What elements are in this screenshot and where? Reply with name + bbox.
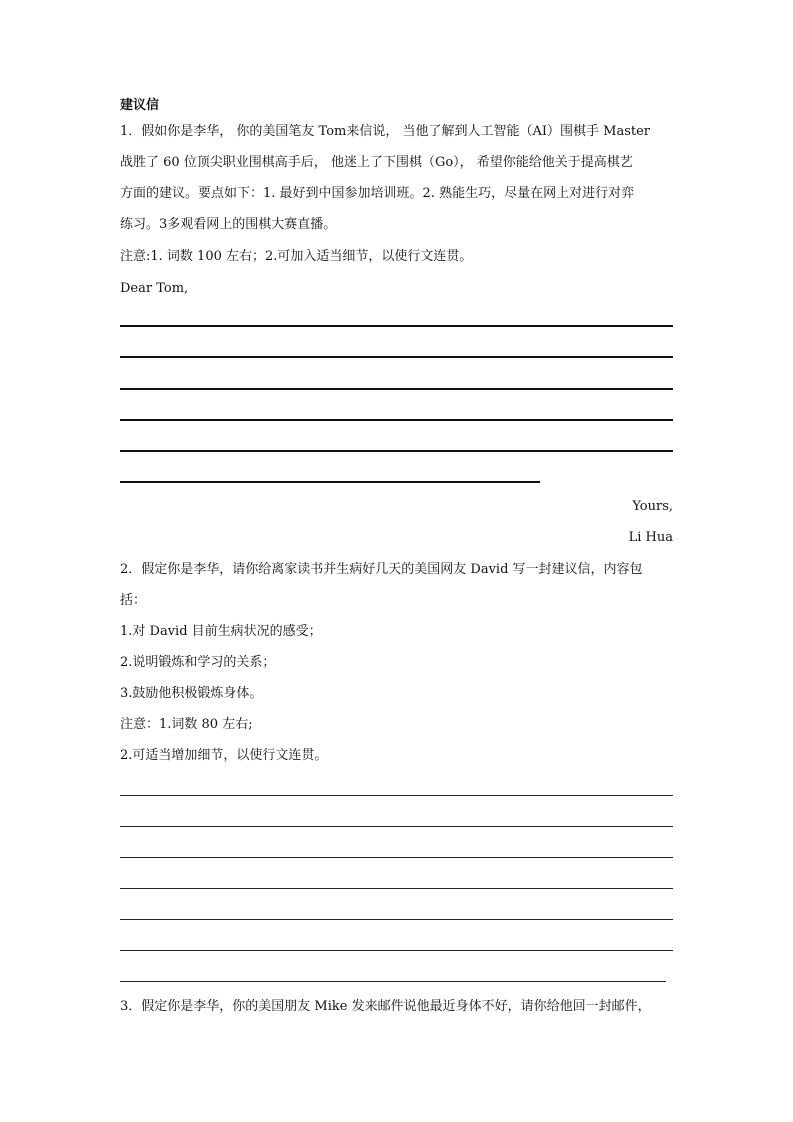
q1-note: 注意:1. 词数 100 左右；2.可加入适当细节，以使行文连贯。 (120, 249, 473, 264)
answer-line (120, 919, 673, 920)
q2-point-2: 2.说明锻炼和学习的关系； (120, 655, 276, 670)
section-heading: 建议信 (120, 98, 160, 113)
answer-line (120, 888, 673, 889)
answer-line (120, 325, 673, 327)
answer-line (120, 795, 673, 796)
q2-point-1: 1.对 David 目前生病状况的感受； (120, 624, 322, 639)
q2-line-1: 2．假定你是李华，请你给离家读书并生病好几天的美国网友 David 写一封建议信，内容包 (120, 562, 643, 577)
answer-line (120, 981, 666, 982)
q2-line-2: 括： (120, 593, 147, 608)
answer-line (120, 481, 540, 483)
q3-line-1: 3．假定你是李华，你的美国朋友 Mike 发来邮件说他最近身体不好，请你给他回一封邮件， (120, 999, 651, 1014)
q1-line-1: 1．假如你是李华， 你的美国笔友 Tom来信说， 当他了解到人工智能（AI）围棋手 Master (120, 124, 651, 139)
q1-line-2: 战胜了 60 位顶尖职业围棋高手后， 他迷上了下围棋（Go）， 希望你能给他关于提高棋艺 (120, 155, 633, 170)
answer-line (120, 419, 673, 421)
answer-line (120, 450, 673, 452)
q2-note-1: 注意：1.词数 80 左右; (120, 717, 253, 732)
answer-line (120, 826, 673, 827)
q1-line-4: 练习。3多观看网上的围棋大赛直播。 (120, 217, 337, 232)
q1-closing: Yours, (632, 499, 673, 514)
answer-line (120, 356, 673, 358)
q1-signature: Li Hua (628, 530, 673, 545)
answer-line (120, 950, 673, 951)
q1-salutation: Dear Tom, (120, 281, 189, 296)
answer-line (120, 388, 673, 390)
answer-line (120, 857, 673, 858)
q1-line-3: 方面的建议。要点如下：1. 最好到中国参加培训班。2. 熟能生巧，尽量在网上对进行对弈 (120, 186, 635, 201)
q2-note-2: 2.可适当增加细节，以使行文连贯。 (120, 748, 328, 763)
q2-point-3: 3.鼓励他积极锻炼身体。 (120, 686, 263, 701)
